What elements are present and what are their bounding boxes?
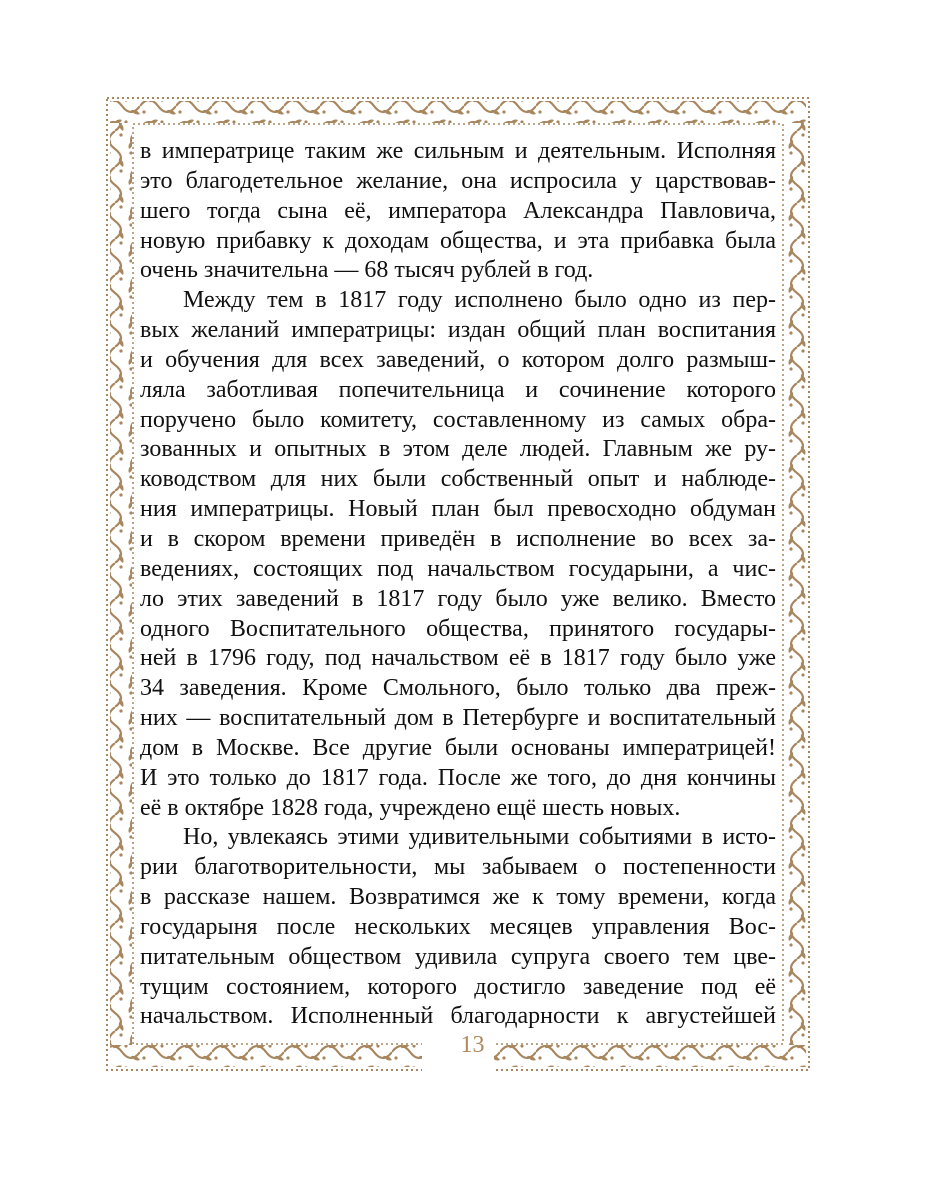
text-line: Между тем в 1817 году исполнено было одно из пер- xyxy=(183,287,776,314)
text-line: ведениях, состоящих под начальством государыни, а чис- xyxy=(140,555,776,582)
text-line: вых желаний императрицы: издан общий план воспитания xyxy=(140,317,776,344)
text-line: в императрице таким же сильным и деятельным. Исполняя xyxy=(140,138,776,164)
text-line: начальством. Исполненный благодарности к августейшей xyxy=(140,1003,776,1030)
text-line: её в октябре 1828 года, учреждено ещё шесть новых. xyxy=(140,794,681,821)
text-line: ководством для них были собственный опыт и наблюде- xyxy=(140,466,776,493)
text-line: ней в 1796 году, под начальством её в 1817 году было уже xyxy=(140,645,776,672)
text-line: 34 заведения. Кроме Смольного, было только два преж- xyxy=(140,675,776,702)
text-line: И это только до 1817 года. После же того, до дня кончины xyxy=(140,764,776,791)
paragraph-2 xyxy=(140,286,776,823)
text-line: и обучения для всех заведений, о котором долго размыш- xyxy=(140,346,776,373)
body-text xyxy=(140,137,776,1032)
text-line: ло этих заведений в 1817 году было уже велико. Вместо xyxy=(140,585,776,612)
text-line: одного Воспитательного общества, принятого государы- xyxy=(140,615,776,642)
text-line: дом в Москве. Все другие были основаны императрицей! xyxy=(140,734,776,761)
page-number: 13 xyxy=(460,1032,485,1058)
text-line: питательным обществом удивила супруга своего тем цве- xyxy=(140,943,776,970)
text-line: новую прибавку к доходам общества, и эта прибавка была xyxy=(140,227,776,254)
text-line: очень значительна — 68 тысяч рублей в год. xyxy=(140,257,594,284)
text-line: шего тогда сына её, императора Александра Павловича, xyxy=(140,197,776,224)
text-line: государыня после нескольких месяцев управления Вос- xyxy=(140,913,776,940)
text-line: рии благотворительности, мы забываем о постепенности xyxy=(140,854,776,881)
paragraph-3 xyxy=(140,823,776,1032)
text-line: поручено было комитету, составленному из самых обра- xyxy=(140,406,776,433)
text-line: и в скором времени приведён в исполнение во всех за- xyxy=(140,525,776,552)
text-line: тущим состоянием, которого достигло заведение под её xyxy=(140,973,776,1000)
text-line: Но, увлекаясь этими удивительными событиями в исто- xyxy=(183,824,776,851)
text-line: это благодетельное желание, она испросила у царствовав- xyxy=(140,167,776,194)
text-line: в рассказе нашем. Возвратимся же к тому времени, когда xyxy=(140,884,776,911)
text-line: них — воспитательный дом в Петербурге и воспитательный xyxy=(140,705,776,732)
text-line: ляла заботливая попечительница и сочинение которого xyxy=(140,376,776,403)
paragraph-1 xyxy=(140,137,776,286)
text-line: зованных и опытных в этом деле людей. Главным же ру- xyxy=(140,436,776,463)
text-line: ния императрицы. Новый план был превосходно обдуман xyxy=(140,496,776,523)
